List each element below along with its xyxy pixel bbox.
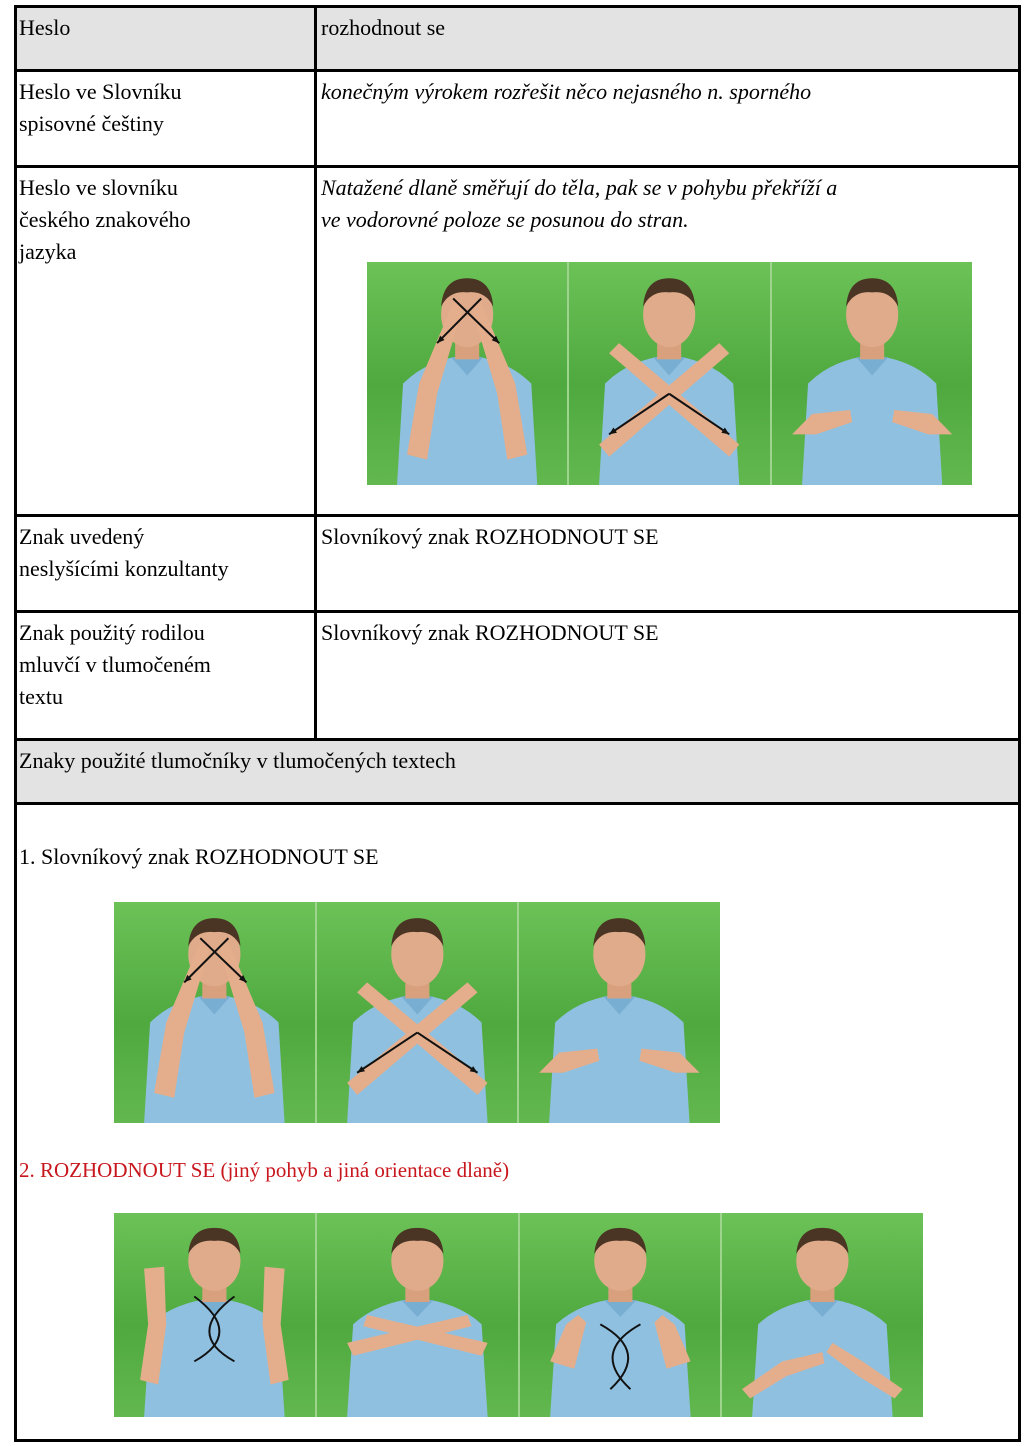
row-czj [17, 168, 1018, 517]
dictionary-entry-table [14, 5, 1021, 1442]
value-consultants [317, 517, 1018, 610]
value-text: Slovníkový znak ROZHODNOUT SE [321, 524, 659, 549]
signer-photo [520, 1213, 723, 1417]
row-interpreters-heading [17, 741, 1018, 805]
label-line: českého znakového [19, 207, 191, 232]
label-line: jazyka [19, 239, 77, 264]
value-heslo [317, 8, 1018, 69]
signer-photo [519, 902, 720, 1123]
signer-photo [114, 902, 317, 1123]
label-line: mluvčí v tlumočeném [19, 652, 211, 677]
label-line: spisovné češtiny [19, 111, 164, 136]
signer-photo [367, 262, 569, 485]
variant-1-label: 1. Slovníkový znak ROZHODNOUT SE [19, 844, 379, 869]
value-ssc [317, 72, 1018, 165]
row-native-speaker [17, 613, 1018, 741]
signer-photo [722, 1213, 923, 1417]
value-text: rozhodnout se [321, 15, 446, 40]
label-line: Heslo ve Slovníku [19, 79, 182, 104]
row-consultants [17, 517, 1018, 613]
label-line: Znak uvedený [19, 524, 145, 549]
definition-text: konečným výrokem rozřešit něco nejasného n. sporného [321, 79, 812, 104]
signer-photo [569, 262, 771, 485]
label-ssc [17, 72, 317, 165]
label-czj [17, 168, 317, 514]
label-text: Heslo [19, 15, 71, 40]
signer-photo [317, 1213, 520, 1417]
sign-photo-strip-variant-1 [114, 902, 720, 1123]
variant-2-label: 2. ROZHODNOUT SE (jiný pohyb a jiná orientace dlaně) [19, 1158, 510, 1182]
row-heslo [17, 8, 1018, 72]
label-line: Znak použitý rodilou [19, 620, 205, 645]
sign-photo-strip-czj [367, 262, 972, 485]
label-line: Heslo ve slovníku [19, 175, 178, 200]
value-text: Slovníkový znak ROZHODNOUT SE [321, 620, 659, 645]
signer-photo [317, 902, 520, 1123]
label-line: textu [19, 684, 63, 709]
signer-photo [772, 262, 972, 485]
row-ssc [17, 72, 1018, 168]
label-heslo [17, 8, 317, 69]
interpreters-section [17, 805, 1018, 1439]
section-heading: Znaky použité tlumočníky v tlumočených textech [19, 748, 456, 773]
label-consultants [17, 517, 317, 610]
signer-photo [114, 1213, 317, 1417]
label-native-speaker [17, 613, 317, 738]
value-native-speaker [317, 613, 1018, 738]
sign-photo-strip-variant-2 [114, 1213, 923, 1417]
description-line: Natažené dlaně směřují do těla, pak se v pohybu překříží a [321, 175, 838, 200]
label-line: neslyšícími konzultanty [19, 556, 229, 581]
description-line: ve vodorovné poloze se posunou do stran. [321, 207, 689, 232]
